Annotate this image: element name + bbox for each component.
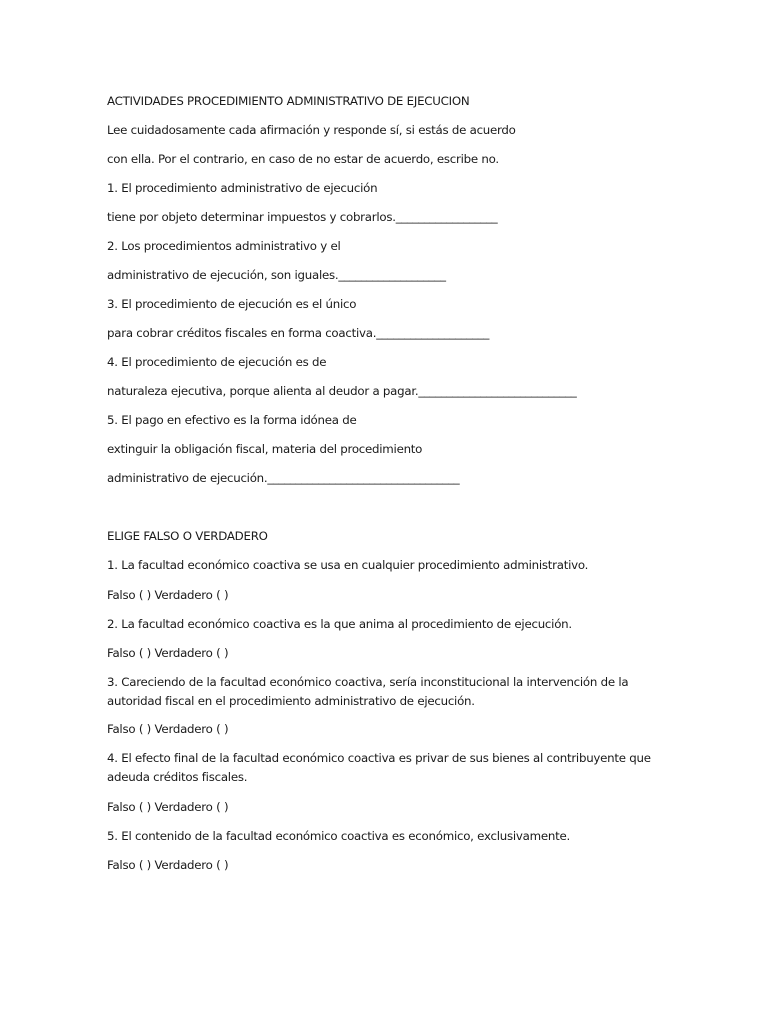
statement-2-line-1: 2. Los procedimientos administrativo y el	[107, 239, 341, 253]
question-3: 3. Careciendo de la facultad económico coactiva, sería inconstitucional la intervención de la autoridad fiscal en el procedimiento administrativo de ejecución.	[107, 675, 629, 708]
question-1: 1. La facultad económico coactiva se usa en cualquier procedimiento administrativo.	[107, 558, 589, 572]
question-1-options: Falso ( ) Verdadero ( )	[107, 588, 229, 602]
section2-title: ELIGE FALSO O VERDADERO	[107, 529, 268, 543]
question-5: 5. El contenido de la facultad económico coactiva es económico, exclusivamente.	[107, 829, 570, 843]
question-4-options: Falso ( ) Verdadero ( )	[107, 800, 229, 814]
statement-5-line-1: 5. El pago en efectivo es la forma idónea de	[107, 413, 357, 427]
question-5-options: Falso ( ) Verdadero ( )	[107, 858, 229, 872]
question-2: 2. La facultad económico coactiva es la que anima al procedimiento de ejecución.	[107, 617, 572, 631]
statement-5-line-2: extinguir la obligación fiscal, materia del procedimiento	[107, 442, 423, 456]
statement-1-line-1: 1. El procedimiento administrativo de ejecución	[107, 181, 378, 195]
statement-3-line-2: para cobrar créditos fiscales en forma coactiva.____________________	[107, 326, 490, 340]
question-2-options: Falso ( ) Verdadero ( )	[107, 646, 229, 660]
section1-title: ACTIVIDADES PROCEDIMIENTO ADMINISTRATIVO DE EJECUCION	[107, 94, 470, 108]
statement-4-line-1: 4. El procedimiento de ejecución es de	[107, 355, 327, 369]
question-4: 4. El efecto final de la facultad económico coactiva es privar de sus bienes al contribuyente que adeuda créditos fiscales.	[107, 751, 651, 784]
statement-4-line-2: naturaleza ejecutiva, porque alienta al deudor a pagar.____________________________	[107, 384, 577, 398]
statement-5-line-3: administrativo de ejecución.__________________________________	[107, 471, 460, 485]
statement-3-line-1: 3. El procedimiento de ejecución es el único	[107, 297, 357, 311]
statement-1-line-2: tiene por objeto determinar impuestos y cobrarlos.__________________	[107, 210, 498, 224]
intro-line-2: con ella. Por el contrario, en caso de no estar de acuerdo, escribe no.	[107, 152, 499, 166]
intro-line-1: Lee cuidadosamente cada afirmación y responde sí, si estás de acuerdo	[107, 123, 516, 137]
question-3-options: Falso ( ) Verdadero ( )	[107, 722, 229, 736]
statement-2-line-2: administrativo de ejecución, son iguales.___________________	[107, 268, 446, 282]
